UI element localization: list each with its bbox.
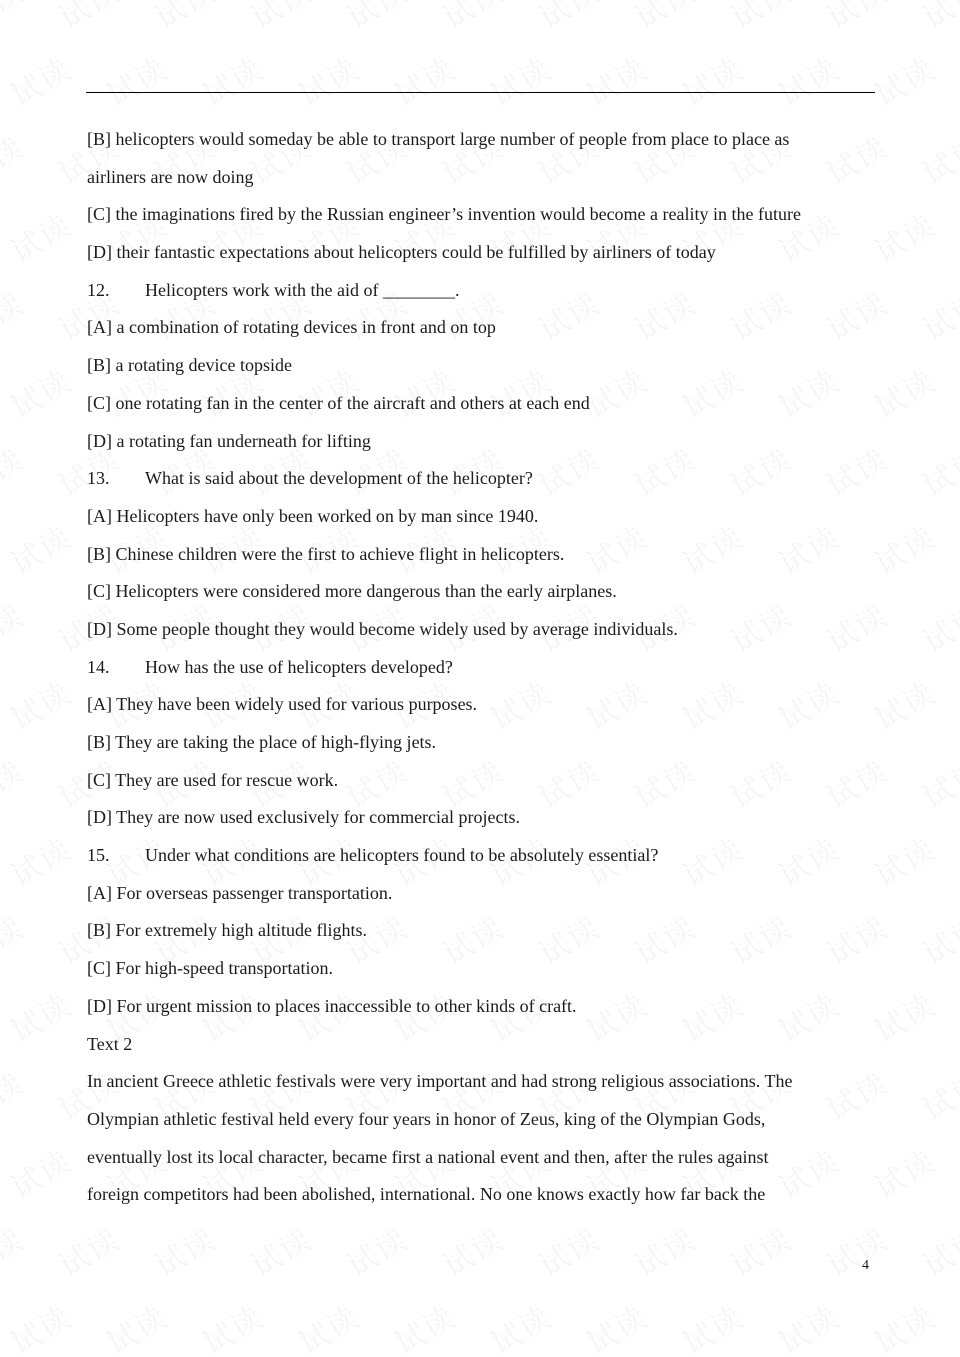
question-14-text: How has the use of helicopters developed? [145, 656, 453, 677]
watermark-text [1, 1293, 78, 1357]
watermark-text [49, 0, 126, 37]
question-15-number: 15. [87, 845, 110, 866]
page-number: 4 [862, 1258, 869, 1273]
watermark-text [1, 45, 78, 115]
watermark-text [337, 1215, 414, 1285]
watermark-text [193, 1293, 270, 1357]
watermark-text [1, 513, 78, 583]
q11-option-b-line2: airliners are now doing [87, 166, 254, 187]
watermark-text [241, 0, 318, 37]
question-13-number: 13. [87, 468, 110, 489]
watermark-text [1, 669, 78, 739]
watermark-text [0, 279, 31, 349]
question-12-text: Helicopters work with the aid of ________. [145, 279, 460, 300]
watermark-text [625, 0, 702, 37]
watermark-text [529, 1215, 606, 1285]
watermark-text [49, 1215, 126, 1285]
watermark-text [0, 747, 31, 817]
q14-option-d: [D] They are now used exclusively for commercial projects. [87, 807, 521, 828]
q12-option-a: [A] a combination of rotating devices in front and on top [87, 317, 496, 338]
q11-option-d: [D] their fantastic expectations about helicopters could be fulfilled by airliners of today [87, 242, 716, 263]
question-14-number: 14. [87, 656, 110, 677]
page-content [87, 121, 877, 1214]
question-13-text: What is said about the development of the helicopter? [145, 468, 533, 489]
watermark-text [1, 981, 78, 1051]
watermark-text [913, 591, 960, 661]
q14-option-b: [B] They are taking the place of high-flying jets. [87, 732, 437, 752]
watermark-text [865, 1293, 942, 1357]
watermark-text [241, 1215, 318, 1285]
watermark-text [913, 747, 960, 817]
watermark-text [1, 825, 78, 895]
watermark-text [913, 123, 960, 193]
text2-paragraph-line2: Olympian athletic festival held every four years in honor of Zeus, king of the Olympian Gods, [87, 1108, 766, 1129]
watermark-text [433, 0, 510, 37]
q15-option-d: [D] For urgent mission to places inaccessible to other kinds of craft. [87, 995, 577, 1016]
q13-option-c: [C] Helicopters were considered more dangerous than the early airplanes. [87, 581, 617, 602]
watermark-text [913, 279, 960, 349]
watermark-text [1, 1137, 78, 1207]
watermark-text [481, 45, 558, 115]
watermark-text [0, 435, 31, 505]
q11-option-b-line1: [B] helicopters would someday be able to transport large number of people from place to place as [87, 129, 790, 149]
q12-option-b: [B] a rotating device topside [87, 355, 292, 376]
watermark-text [145, 1215, 222, 1285]
q11-option-c: [C] the imaginations fired by the Russian engineer’s invention would become a reality in the future [87, 204, 801, 225]
watermark-text [721, 0, 798, 37]
watermark-text [529, 0, 606, 37]
q12-option-d: [D] a rotating fan underneath for lifting [87, 430, 371, 451]
watermark-text [385, 1293, 462, 1357]
question-14 [87, 649, 877, 687]
q15-option-b: [B] For extremely high altitude flights. [87, 920, 367, 941]
watermark-text [193, 45, 270, 115]
watermark-text [865, 45, 942, 115]
question-15 [87, 837, 877, 875]
q15-option-c: [C] For high-speed transportation. [87, 958, 333, 979]
header-rule [86, 92, 875, 93]
watermark-text [625, 1215, 702, 1285]
watermark-text [817, 1215, 894, 1285]
text2-paragraph-line3: eventually lost its local character, became first a national event and then, after the rules against [87, 1146, 769, 1167]
watermark-text [385, 45, 462, 115]
watermark-text [913, 903, 960, 973]
watermark-text [0, 903, 31, 973]
question-15-text: Under what conditions are helicopters found to be absolutely essential? [145, 845, 659, 866]
watermark-text [97, 1293, 174, 1357]
text2-paragraph-line4: foreign competitors had been abolished, international. No one knows exactly how far back the [87, 1184, 766, 1205]
watermark-text [0, 591, 31, 661]
watermark-text [0, 123, 31, 193]
watermark-text [913, 435, 960, 505]
watermark-text [769, 1293, 846, 1357]
question-13 [87, 460, 877, 498]
q13-option-a: [A] Helicopters have only been worked on by man since 1940. [87, 505, 539, 526]
q12-option-c: [C] one rotating fan in the center of the aircraft and others at each end [87, 392, 590, 413]
q15-option-a: [A] For overseas passenger transportation. [87, 882, 393, 903]
watermark-text [1, 357, 78, 427]
question-12 [87, 272, 877, 310]
watermark-text [0, 1215, 31, 1285]
text2-heading: Text 2 [87, 1033, 133, 1054]
watermark-text [0, 0, 31, 37]
watermark-text [289, 45, 366, 115]
watermark-text [769, 45, 846, 115]
q13-option-d: [D] Some people thought they would become widely used by average individuals. [87, 618, 678, 639]
watermark-text [817, 0, 894, 37]
watermark-text [577, 45, 654, 115]
watermark-text [673, 1293, 750, 1357]
q14-option-a: [A] They have been widely used for various purposes. [87, 694, 478, 715]
watermark-text [145, 0, 222, 37]
watermark-text [1, 201, 78, 271]
watermark-text [913, 1215, 960, 1285]
text2-paragraph-line1: In ancient Greece athletic festivals were very important and had strong religious associations. The [87, 1071, 793, 1092]
q14-option-c: [C] They are used for rescue work. [87, 769, 339, 790]
watermark-text [721, 1215, 798, 1285]
watermark-text [673, 45, 750, 115]
watermark-text [481, 1293, 558, 1357]
watermark-text [97, 45, 174, 115]
watermark-text [913, 0, 960, 37]
watermark-text [433, 1215, 510, 1285]
watermark-text [913, 1059, 960, 1129]
watermark-text [337, 0, 414, 37]
question-12-number: 12. [87, 279, 110, 300]
watermark-text [289, 1293, 366, 1357]
watermark-text [577, 1293, 654, 1357]
q13-option-b: [B] Chinese children were the first to achieve flight in helicopters. [87, 543, 565, 564]
watermark-text [0, 1059, 31, 1129]
